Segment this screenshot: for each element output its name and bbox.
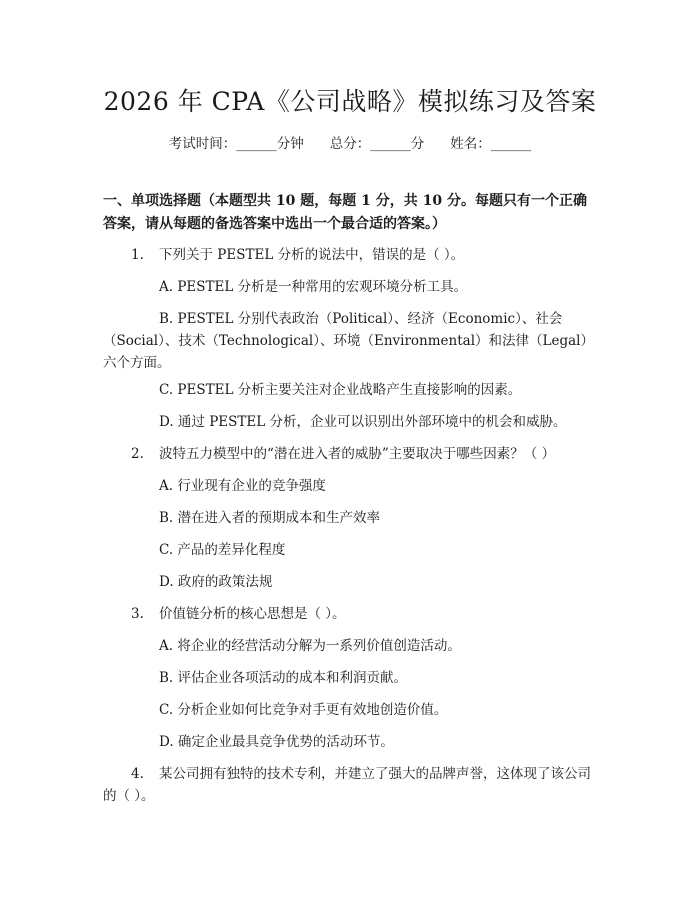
question-3 [131, 603, 601, 625]
exam-time-label: 考试时间：______分钟 [168, 136, 304, 152]
question-2-option-d: D. 政府的政策法规 [159, 574, 273, 590]
question-text: 波特五力模型中的“潜在进入者的威胁”主要取决于哪些因素？（ ） [159, 446, 556, 462]
question-2-option-a: A. 行业现有企业的竞争强度 [159, 478, 326, 494]
student-name-label: 姓名：______ [450, 136, 532, 152]
question-1-option-a: A. PESTEL 分析是一种常用的宏观环境分析工具。 [159, 279, 468, 295]
question-text: 下列关于 PESTEL 分析的说法中，错误的是（ ）。 [159, 247, 465, 263]
question-3-option-a: A. 将企业的经营活动分解为一系列价值创造活动。 [159, 638, 461, 654]
question-3-option-b: B. 评估企业各项活动的成本和利润贡献。 [159, 670, 408, 686]
question-number: 3. [131, 606, 144, 622]
question-number: 2. [131, 446, 144, 462]
question-3-option-d: D. 确定企业最具竞争优势的活动环节。 [159, 734, 394, 750]
question-2 [131, 443, 601, 465]
question-number: 4. [131, 766, 144, 782]
question-2-option-c: C. 产品的差异化程度 [159, 542, 286, 558]
exam-meta [0, 132, 700, 152]
question-1-option-c: C. PESTEL 分析主要关注对企业战略产生直接影响的因素。 [159, 382, 522, 398]
question-number: 1. [131, 247, 144, 263]
total-score-label: 总分：______分 [329, 136, 425, 152]
question-2-option-b: B. 潜在进入者的预期成本和生产效率 [159, 510, 381, 526]
question-1-option-b: B. PESTEL 分别代表政治（Political）、经济（Economic）、社会（Social）、技术（Technological）、环境（Environmental）和法律（Legal）六个方面。 [103, 311, 594, 371]
question-4 [103, 763, 595, 807]
question-3-option-c: C. 分析企业如何比竞争对手更有效地创造价值。 [159, 702, 448, 718]
question-text: 价值链分析的核心思想是（ ）。 [159, 606, 346, 622]
question-1 [131, 244, 601, 266]
question-1-option-d: D. 通过 PESTEL 分析，企业可以识别出外部环境中的机会和威胁。 [159, 414, 567, 430]
page-title: 2026 年 CPA《公司战略》模拟练习及答案 [103, 87, 597, 116]
section-heading: 一、单项选择题（本题型共 10 题，每题 1 分，共 10 分。每题只有一个正确答案，请从每题的备选答案中选出一个最合适的答案。） [103, 193, 587, 232]
question-text: 某公司拥有独特的技术专利，并建立了强大的品牌声誉，这体现了该公司的（ ）。 [103, 766, 591, 804]
